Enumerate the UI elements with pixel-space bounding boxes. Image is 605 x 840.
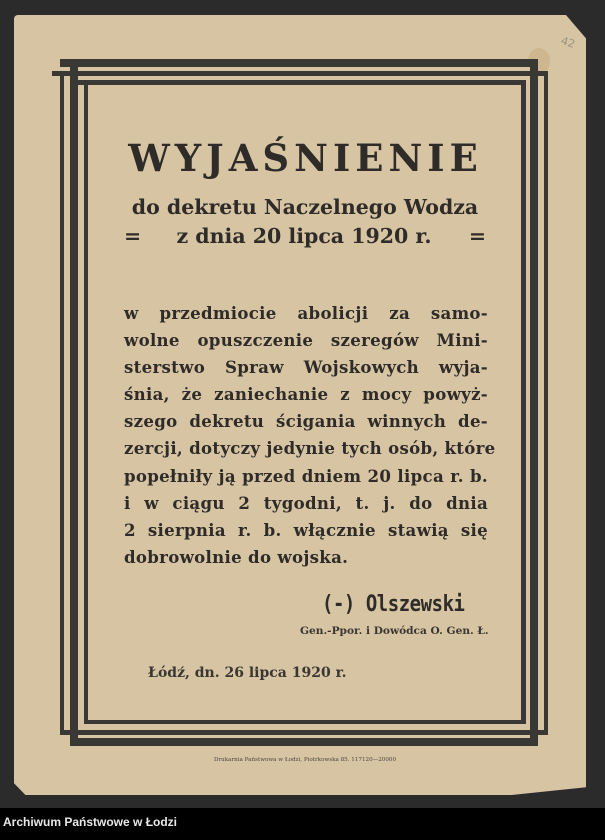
pencil-page-number: 42 [559, 34, 577, 51]
signatory-rank: Gen.-Ppor. i Dowódca O. Gen. Ł. [300, 625, 489, 637]
left-ornament: = [124, 224, 142, 248]
frame-left-outer [60, 71, 64, 735]
signature: (-) Olszewski [322, 592, 465, 617]
frame-right-outer [544, 71, 548, 735]
body-line: w przedmiocie abolicji za samo- [124, 303, 488, 323]
printer-imprint: Drukarnia Państwowa w Łodzi, Piotrkowska 85. 117120—20000 [214, 757, 397, 763]
decree-date-line [118, 224, 490, 254]
place-and-date: Łódź, dn. 26 lipca 1920 r. [148, 665, 347, 681]
frame-top-middle [52, 71, 548, 76]
body-line: popełniły ją przed dniem 20 lipca r. b. [124, 465, 488, 486]
body-line: szego dekretu ścigania winnych de- [124, 411, 488, 432]
body-line: 2 sierpnia r. b. włącznie stawią się [124, 519, 488, 540]
body-line: zercji, dotyczy jedynie tych osób, które [124, 438, 496, 459]
body-paragraph [124, 300, 496, 571]
frame-bottom-inner [84, 720, 526, 724]
frame-top-inner [72, 80, 526, 85]
frame-right-inner [521, 80, 526, 724]
body-line: śnia, że zaniechanie z mocy powyż- [124, 384, 488, 405]
frame-bottom-outer [70, 738, 538, 746]
document-title: WYJAŚNIENIE [128, 136, 483, 180]
decree-date: z dnia 20 lipca 1920 r. [176, 224, 432, 248]
archive-label: Archiwum Państwowe w Łodzi [3, 815, 178, 829]
frame-left-middle [70, 59, 78, 746]
frame-right-middle [530, 59, 538, 746]
body-line: dobrowolnie do wojska. [124, 546, 349, 567]
document-subtitle: do dekretu Naczelnego Wodza [131, 195, 479, 219]
body-line: sterstwo Spraw Wojskowych wyja- [124, 357, 488, 378]
body-line: i w ciągu 2 tygodni, t. j. do dnia [124, 492, 488, 513]
frame-left-inner [84, 80, 88, 724]
body-line: wolne opuszczenie szeregów Mini- [124, 330, 488, 351]
right-ornament: = [468, 224, 486, 248]
frame-bottom-middle [62, 730, 548, 735]
frame-top-outer [60, 59, 536, 67]
